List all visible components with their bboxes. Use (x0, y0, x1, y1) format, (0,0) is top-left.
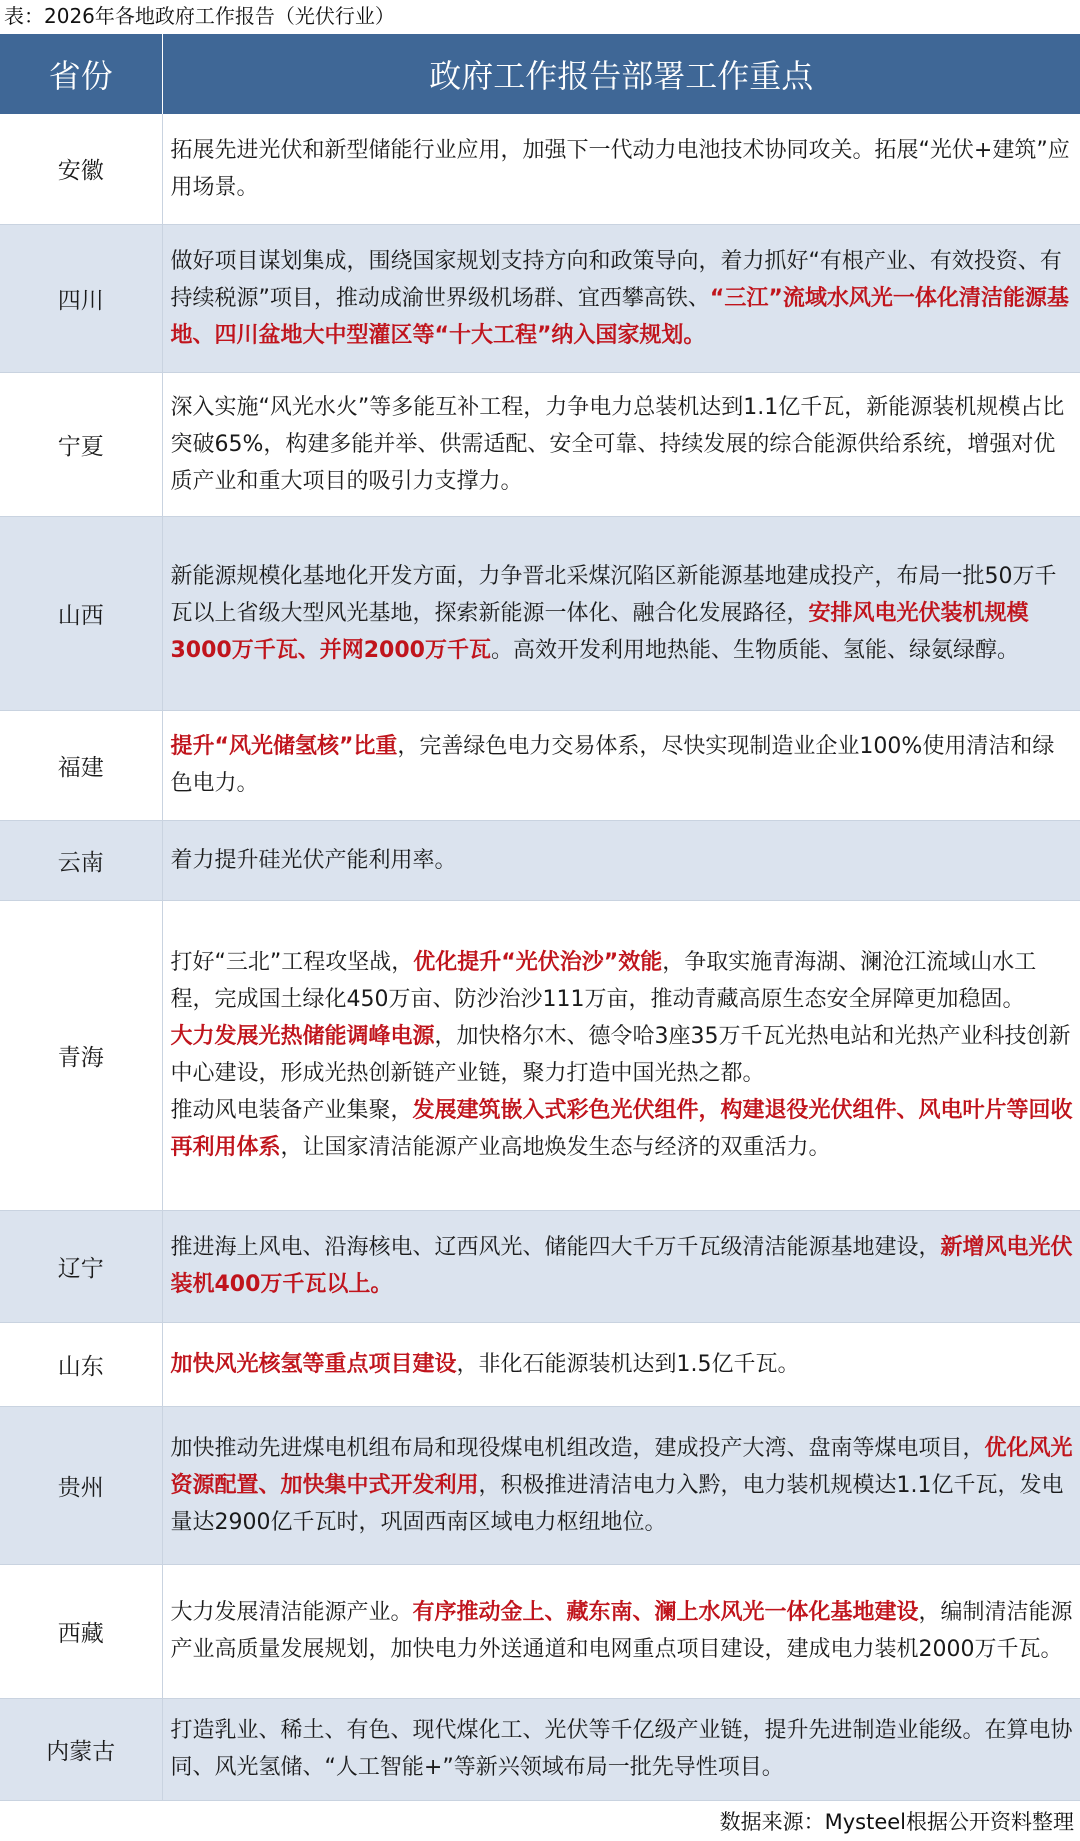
table-row (0, 710, 1080, 820)
body-text: 加快推动先进煤电机组布局和现役煤电机组改造，建成投产大湾、盘南等煤电项目， (170, 1435, 985, 1461)
body-text: 推动风电装备产业集聚， (170, 1098, 413, 1123)
table-row (0, 1210, 1080, 1322)
focus-cell (162, 1406, 1080, 1564)
province-cell: 青海 (0, 900, 162, 1210)
focus-cell (162, 1322, 1080, 1406)
focus-paragraph (171, 842, 1077, 879)
table-body (0, 114, 1080, 1800)
highlighted-text: 大力发展光热储能调峰电源 (170, 1024, 435, 1049)
province-cell: 云南 (0, 820, 162, 900)
focus-paragraph (171, 1430, 1077, 1541)
focus-cell (162, 372, 1080, 516)
table-row (0, 114, 1080, 224)
province-cell: 四川 (0, 224, 162, 372)
focus-paragraph (171, 132, 1077, 206)
focus-paragraph (171, 728, 1077, 802)
table-caption: 表：2026年各地政府工作报告（光伏行业） (4, 4, 395, 28)
focus-cell (162, 900, 1080, 1210)
table-row (0, 372, 1080, 516)
focus-cell (162, 224, 1080, 372)
focus-cell (162, 710, 1080, 820)
policy-table (0, 34, 1080, 1801)
province-cell: 福建 (0, 710, 162, 820)
highlighted-text: “三江”流域水风光一体化清洁能源基地、四川盆地大中型灌区等“十大工程”纳入国家规划。 (170, 285, 1069, 348)
body-text: ，加快格尔木、德令哈3座35万千瓦光热电站和光热产业科技创新中心建设，形成光热创新链产业链，聚力打造中国光热之都。 (170, 1024, 1071, 1086)
data-source-note: 数据来源：Mysteel根据公开资料整理 (719, 1810, 1074, 1834)
table-row (0, 516, 1080, 710)
highlighted-text: 有序推动金上、藏东南、澜上水风光一体化基地建设 (412, 1600, 919, 1625)
highlighted-text: 加快风光核氢等重点项目建设 (170, 1351, 457, 1377)
table-row (0, 224, 1080, 372)
highlighted-text: 优化提升“光伏治沙”效能 (413, 950, 663, 975)
body-text: ，让国家清洁能源产业高地焕发生态与经济的双重活力。 (280, 1135, 831, 1160)
header-focus: 政府工作报告部署工作重点 (162, 34, 1080, 114)
focus-cell (162, 516, 1080, 710)
focus-cell (162, 1210, 1080, 1322)
focus-paragraph (171, 389, 1077, 500)
focus-paragraph (171, 1712, 1077, 1786)
body-text: 深入实施“风光水火”等多能互补工程，力争电力总装机达到1.1亿千瓦，新能源装机规模占比突破65%，构建多能并举、供需适配、安全可靠、持续发展的综合能源供给系统，增强对优质产业和重大项目的吸引力支撑力。 (170, 394, 1065, 494)
highlighted-text: 提升“风光储氢核”比重 (170, 734, 398, 759)
body-text: ，争取实施青海湖、澜沧江流域山水工程，完成国土绿化450万亩、防沙治沙111万亩，推动青藏高原生态安全屏障更加稳固。 (170, 950, 1037, 1012)
focus-paragraph (171, 1346, 1077, 1383)
body-text: 打好“三北”工程攻坚战， (170, 950, 414, 975)
body-text: ，编制清洁能源产业高质量发展规划，加快电力外送通道和电网重点项目建设，建成电力装机2000万千瓦。 (170, 1600, 1073, 1662)
table-row (0, 1698, 1080, 1800)
province-cell: 安徽 (0, 114, 162, 224)
focus-paragraph (171, 944, 1077, 1018)
focus-cell (162, 114, 1080, 224)
body-text: 拓展先进光伏和新型储能行业应用，加强下一代动力电池技术协同攻关。拓展“光伏+建筑”应用场景。 (170, 137, 1070, 200)
body-text: ，完善绿色电力交易体系，尽快实现制造业企业100%使用清洁和绿色电力。 (170, 734, 1055, 796)
province-cell: 内蒙古 (0, 1698, 162, 1800)
focus-paragraph (171, 1594, 1077, 1668)
body-text: 。高效开发利用地热能、生物质能、氢能、绿氨绿醇。 (490, 637, 1019, 663)
focus-paragraph (171, 1229, 1077, 1303)
table-row (0, 820, 1080, 900)
province-cell: 山西 (0, 516, 162, 710)
table-row (0, 1406, 1080, 1564)
highlighted-text: 安排风电光伏装机规模3000万千瓦、并网2000万千瓦 (170, 600, 1029, 663)
header-province: 省份 (0, 34, 162, 114)
body-text: ，非化石能源装机达到1.5亿千瓦。 (456, 1351, 800, 1377)
province-cell: 西藏 (0, 1564, 162, 1698)
highlighted-text: 发展建筑嵌入式彩色光伏组件，构建退役光伏组件、风电叶片等回收再利用体系 (170, 1098, 1073, 1160)
focus-paragraph (171, 1018, 1077, 1092)
body-text: 大力发展清洁能源产业。 (170, 1600, 413, 1625)
province-cell: 辽宁 (0, 1210, 162, 1322)
table-row (0, 900, 1080, 1210)
focus-paragraph (171, 243, 1077, 354)
body-text: 推进海上风电、沿海核电、辽西风光、储能四大千万千瓦级清洁能源基地建设， (170, 1235, 941, 1260)
focus-paragraph (171, 558, 1077, 669)
focus-cell (162, 820, 1080, 900)
highlighted-text: 优化风光资源配置、加快集中式开发利用 (170, 1435, 1073, 1498)
body-text: 着力提升硅光伏产能利用率。 (170, 847, 457, 873)
highlighted-text: 新增风电光伏装机400万千瓦以上。 (170, 1235, 1073, 1297)
table-row (0, 1564, 1080, 1698)
focus-paragraph (171, 1092, 1077, 1166)
focus-cell (162, 1698, 1080, 1800)
body-text: 打造乳业、稀土、有色、现代煤化工、光伏等千亿级产业链，提升先进制造业能级。在算电协同、风光氢储、“人工智能+”等新兴领域布局一批先导性项目。 (170, 1718, 1073, 1780)
body-text: ，积极推进清洁电力入黔，电力装机规模达1.1亿千瓦，发电量达2900亿千瓦时，巩固西南区域电力枢纽地位。 (170, 1472, 1064, 1535)
table-header (0, 34, 1080, 114)
focus-cell (162, 1564, 1080, 1698)
table-row (0, 1322, 1080, 1406)
province-cell: 宁夏 (0, 372, 162, 516)
province-cell: 山东 (0, 1322, 162, 1406)
province-cell: 贵州 (0, 1406, 162, 1564)
body-text: 做好项目谋划集成，围绕国家规划支持方向和政策导向，着力抓好“有根产业、有效投资、有持续税源”项目，推动成渝世界级机场群、宜西攀高铁、 (170, 248, 1062, 311)
body-text: 新能源规模化基地化开发方面，力争晋北采煤沉陷区新能源基地建成投产，布局一批50万千瓦以上省级大型风光基地，探索新能源一体化、融合化发展路径， (170, 563, 1057, 626)
